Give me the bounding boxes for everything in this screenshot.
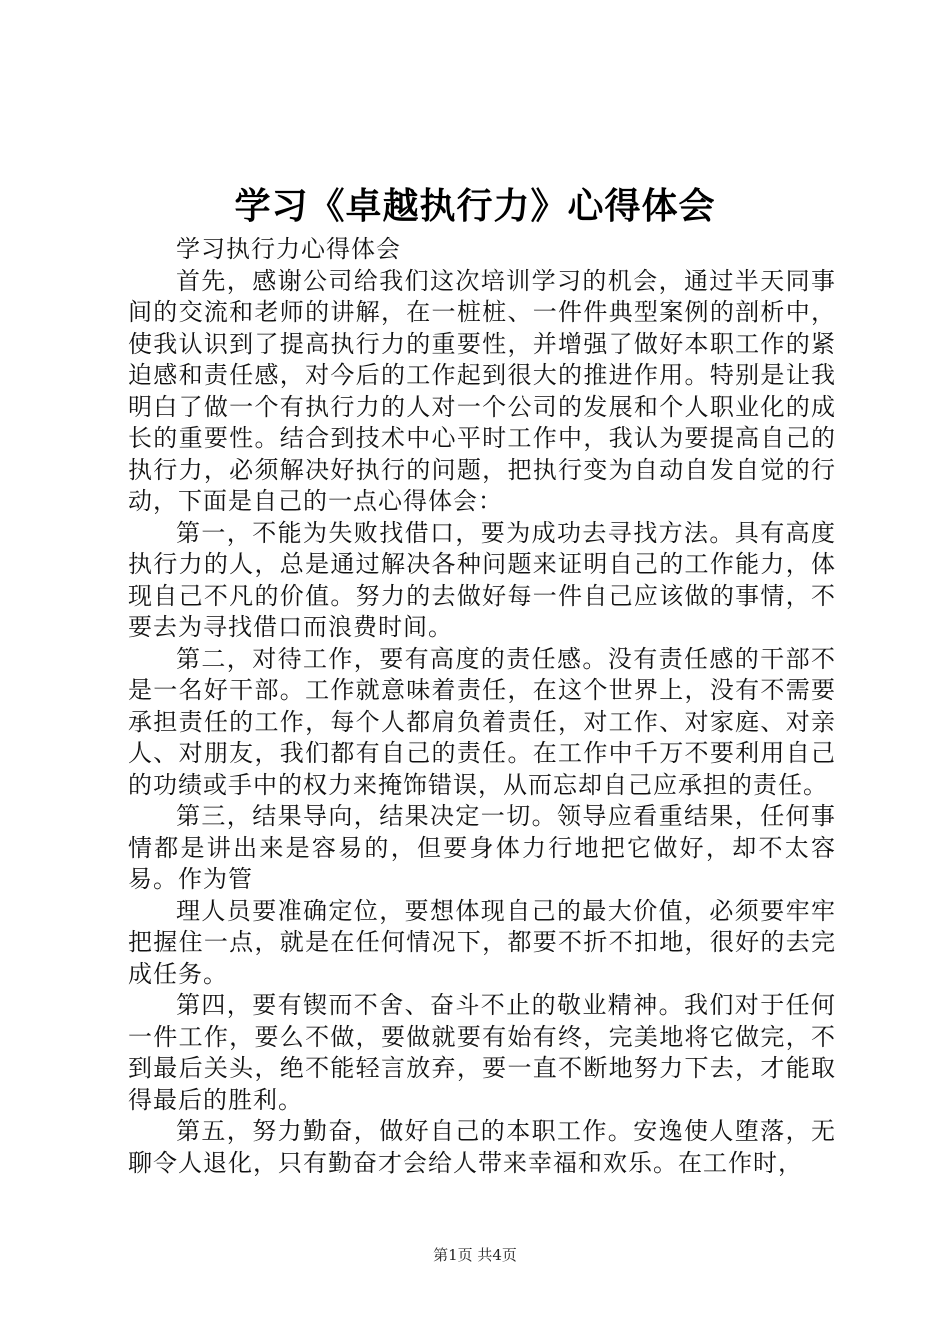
document-title: 学习《卓越执行力》心得体会 (234, 185, 716, 227)
document-body (128, 234, 836, 1179)
paragraph-intro: 首先，感谢公司给我们这次培训学习的机会，通过半天同事间的交流和老师的讲解，在一桩桩、一件件典型案例的剖析中，使我认识到了提高执行力的重要性，并增强了做好本职工作的紧迫感和责任感，对今后的工作起到很大的推进作用。特别是让我明白了做一个有执行力的人对一个公司的发展和个人职业化的成长的重要性。结合到技术中心平时工作中，我认为要提高自己的执行力，必须解决好执行的问题，把执行变为自动自发自觉的行动，下面是自己的一点心得体会： (128, 266, 836, 515)
paragraph-subtitle: 学习执行力心得体会 (176, 235, 401, 263)
paragraph-point-3-continued: 理人员要准确定位，要想体现自己的最大价值，必须要牢牢把握住一点，就是在任何情况下，都要不折不扣地，很好的去完成任务。 (128, 896, 836, 988)
paragraph-point-1: 第一，不能为失败找借口，要为成功去寻找方法。具有高度执行力的人，总是通过解决各种问题来证明自己的工作能力，体现自己不凡的价值。努力的去做好每一件自己应该做的事情，不要去为寻找借口而浪费时间。 (128, 518, 836, 641)
paragraph-point-3: 第三，结果导向，结果决定一切。领导应看重结果，任何事情都是讲出来是容易的，但要身体力行地把它做好，却不太容易。作为管 (128, 802, 836, 893)
page-number-footer: 第1页 共4页 (433, 1246, 517, 1264)
paragraph-point-4: 第四，要有锲而不舍、奋斗不止的敬业精神。我们对于任何一件工作，要么不做，要做就要有始有终，完美地将它做完，不到最后关头，绝不能轻言放弃，要一直不断地努力下去，才能取得最后的胜利。 (128, 991, 836, 1114)
paragraph-point-2: 第二，对待工作，要有高度的责任感。没有责任感的干部不是一名好干部。工作就意味着责任，在这个世界上，没有不需要承担责任的工作，每个人都肩负着责任，对工作、对家庭、对亲人、对朋友，我们都有自己的责任。在工作中千万不要利用自己的功绩或手中的权力来掩饰错误，从而忘却自己应承担的责任。 (128, 644, 836, 799)
paragraph-point-5: 第五，努力勤奋，做好自己的本职工作。安逸使人堕落，无聊令人退化，只有勤奋才会给人带来幸福和欢乐。在工作时， (128, 1117, 836, 1177)
